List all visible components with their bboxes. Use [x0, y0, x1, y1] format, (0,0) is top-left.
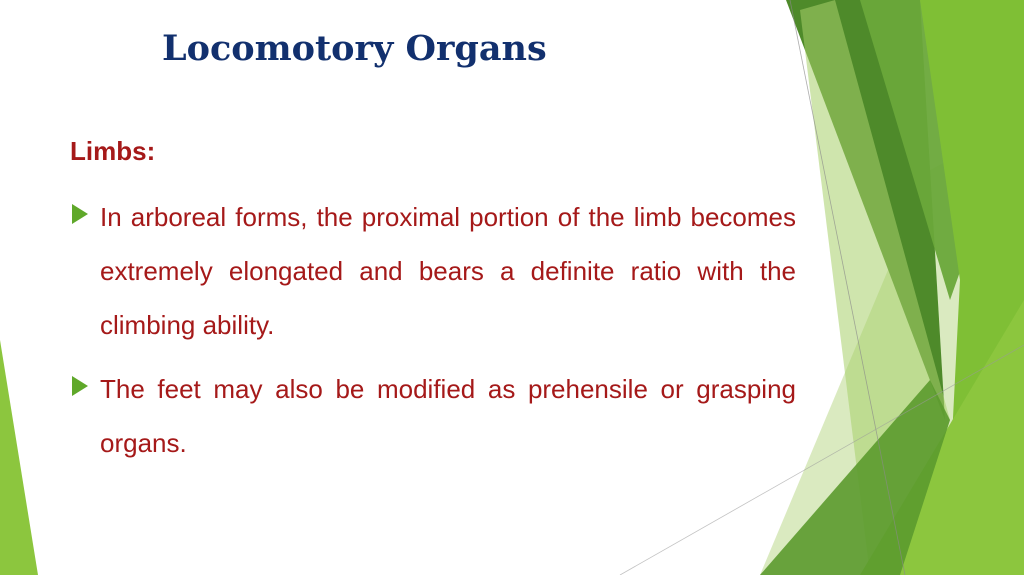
page-title: Locomotory Organs: [162, 28, 547, 69]
bullet-list: [70, 190, 796, 480]
left-edge-green-shard: [0, 340, 38, 575]
green-triangle-bullet-icon: [72, 376, 88, 396]
green-triangle-bullet-icon: [72, 204, 88, 224]
bullet-text: The feet may also be modified as prehensile or grasping organs.: [100, 374, 796, 458]
bullet-item: [70, 362, 796, 470]
section-heading: Limbs:: [70, 136, 156, 166]
bullet-item: [70, 190, 796, 352]
bullet-text: In arboreal forms, the proximal portion of the limb becomes extremely elongated and bears a definite ratio with the climbing ability.: [100, 202, 796, 340]
